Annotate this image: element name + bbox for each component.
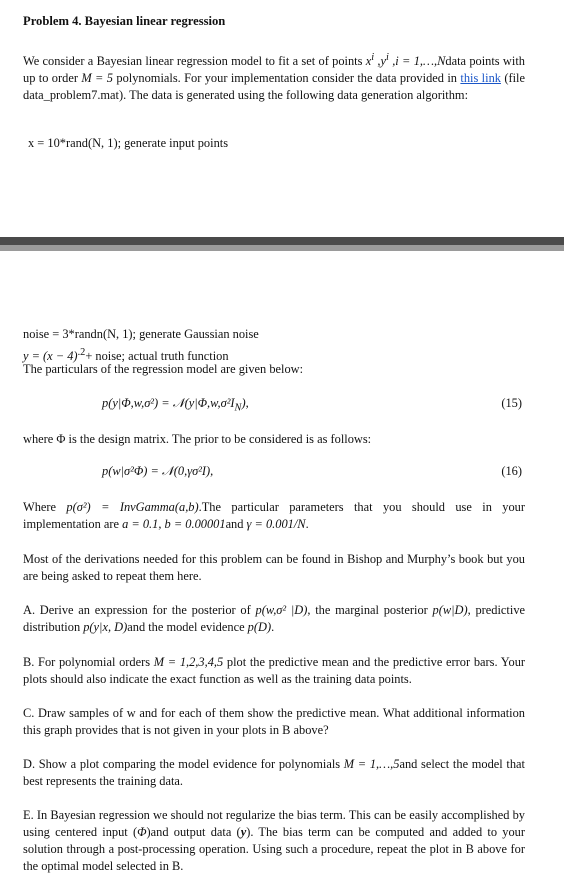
part-a: A. Derive an expression for the posterior of p(w,σ² |D), the marginal posterior p(w|D), predictive distribution p(y|x, D)and the model evidence p(D).	[23, 603, 526, 634]
code-line-noise: noise = 3*randn(N, 1); generate Gaussian noise	[23, 327, 259, 341]
prior-parameters-paragraph: Where p(σ²) = InvGamma(a,b).The particular parameters that you should use in your implementation are a = 0.1, b = 0.00001and γ = 0.001/N.	[23, 500, 525, 531]
page-separator-shadow	[0, 245, 564, 251]
part-c: C. Draw samples of w and for each of them show the predictive mean. What additional information this graph provides that is not given in your plots in B above?	[23, 706, 525, 737]
code-line-truth: $y = (x - 4)^{.2}+$ noise; actual truth function	[23, 347, 229, 364]
equation-15-number: (15)	[501, 396, 522, 410]
equation-16: p(w|σ²Φ) = 𝒩(0,γσ²I),	[102, 464, 214, 478]
equation-16-number: (16)	[501, 464, 522, 478]
part-e: E. In Bayesian regression we should not regularize the bias term. This can be easily accomplished by using centered input (Φ)and output data (y). The bias term can be computed and added to your solution through a post-processing operation. Using such a procedure, repeat the plot in B above for the optimal model selected in B.	[23, 808, 525, 873]
derivations-paragraph: Most of the derivations needed for this problem can be found in Bishop and Murphy’s book but you are being asked to repeat them here.	[23, 552, 525, 583]
data-link[interactable]: this link	[460, 71, 501, 86]
page-separator	[0, 237, 564, 245]
part-b: B. For polynomial orders M = 1,2,3,4,5 plot the predictive mean and the predictive error bars. Your plots should also indicate the exact function as well as the training data points.	[23, 655, 526, 686]
design-matrix-text: where Φ is the design matrix. The prior to be considered is as follows:	[23, 432, 372, 446]
intro-paragraph: We consider a Bayesian linear regression model to fit a set of points $x^i$ $,y^i$ ,i = 1,…,Ndata points with up to order M = 5 polynomials. For your implementation consider the data provided in this link (file data_problem7.mat). The data is generated using the following data generation algorithm:	[23, 52, 525, 103]
part-d: D. Show a plot comparing the model evidence for polynomials M = 1,…,5and select the model that best represents the training data.	[23, 757, 525, 788]
code-line-input: x = 10*rand(N, 1); generate input points	[28, 136, 229, 150]
particulars-text: The particulars of the regression model are given below:	[23, 362, 304, 376]
problem-title: Problem 4. Bayesian linear regression	[23, 14, 226, 28]
equation-15: $p(y|\Phi,w,\sigma^2) = 𝒩(y|\Phi,w,\sigma^2I_N)$,	[102, 396, 249, 414]
